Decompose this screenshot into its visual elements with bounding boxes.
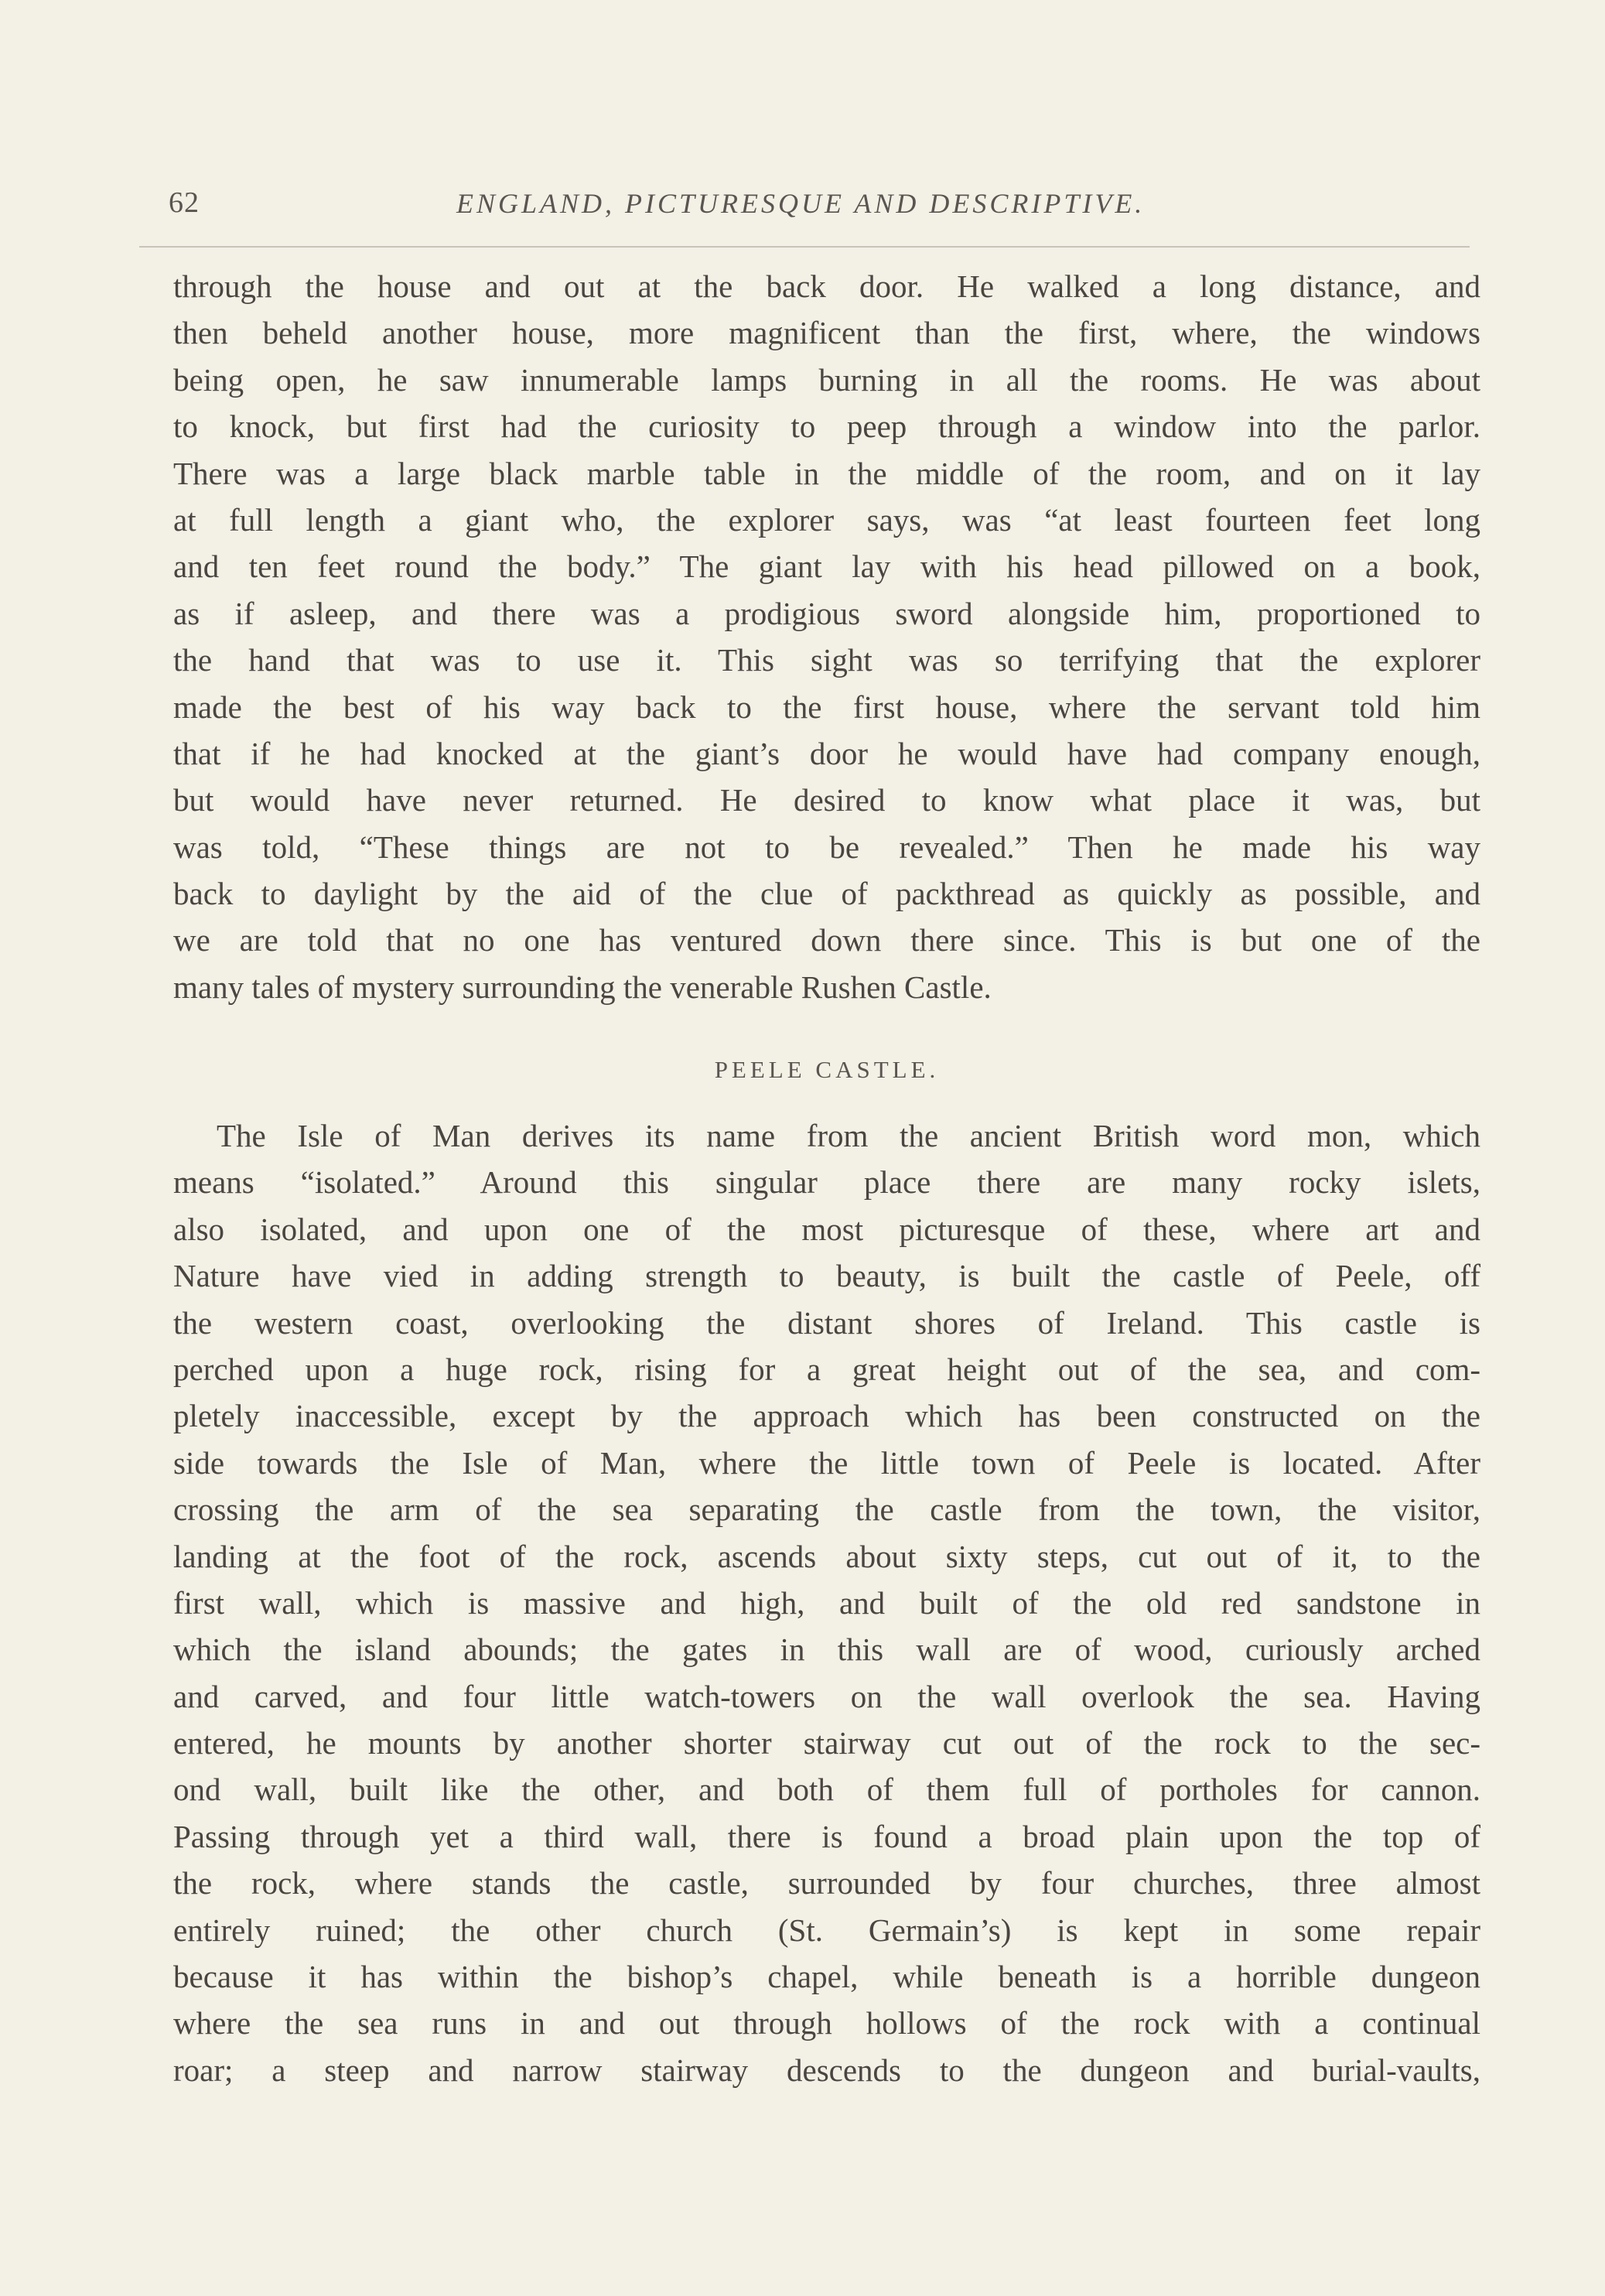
text-line: the western coast, overlooking the distant shores of Ireland. This castle is bbox=[173, 1304, 1480, 1341]
paragraph-rushen-castle bbox=[173, 263, 1480, 1010]
running-title: ENGLAND, PICTURESQUE AND DESCRIPTIVE. bbox=[456, 188, 1146, 219]
text-line: crossing the arm of the sea separating the castle from the town, the visitor, bbox=[173, 1491, 1480, 1528]
text-line: made the best of his way back to the first house, where the servant told him bbox=[173, 688, 1480, 725]
text-line: many tales of mystery surrounding the venerable Rushen Castle. bbox=[173, 969, 992, 1005]
text-line: then beheld another house, more magnificent than the first, where, the windows bbox=[173, 315, 1480, 351]
text-line: because it has within the bishop’s chapel, while beneath is a horrible dungeon bbox=[173, 1959, 1480, 1995]
text-line: being open, he saw innumerable lamps burning in all the rooms. He was about bbox=[173, 361, 1480, 398]
text-line: landing at the foot of the rock, ascends about sixty steps, cut out of it, to the bbox=[173, 1538, 1480, 1574]
header-rule bbox=[139, 246, 1470, 248]
text-line: which the island abounds; the gates in this wall are of wood, curiously arched bbox=[173, 1631, 1480, 1668]
running-head bbox=[169, 186, 1491, 240]
text-line: ond wall, built like the other, and both of them full of portholes for cannon. bbox=[173, 1772, 1480, 1808]
text-line: that if he had knocked at the giant’s door he would have had company enough, bbox=[173, 735, 1480, 771]
text-line: but would have never returned. He desired to know what place it was, but bbox=[173, 782, 1480, 818]
text-line: and carved, and four little watch-towers on the wall overlook the sea. Having bbox=[173, 1678, 1480, 1714]
text-line: through the house and out at the back door. He walked a long distance, and bbox=[173, 268, 1480, 304]
text-line: and ten feet round the body.” The giant lay with his head pillowed on a book, bbox=[173, 548, 1480, 585]
text-line: There was a large black marble table in the middle of the room, and on it lay bbox=[173, 455, 1480, 491]
text-line: to knock, but first had the curiosity to peep through a window into the parlor. bbox=[173, 408, 1480, 445]
text-line: The Isle of Man derives its name from the ancient British word mon, which bbox=[217, 1118, 1480, 1153]
text-line: at full length a giant who, the explorer says, was “at least fourteen feet long bbox=[173, 501, 1480, 538]
page-number: 62 bbox=[169, 186, 200, 219]
text-line: entirely ruined; the other church (St. Germain’s) is kept in some repair bbox=[173, 1912, 1480, 1948]
text-line: Passing through yet a third wall, there is found a broad plain upon the top of bbox=[173, 1818, 1480, 1854]
section-heading: PEELE CASTLE. bbox=[714, 1056, 940, 1083]
text-line: was told, “These things are not to be revealed.” Then he made his way bbox=[173, 829, 1480, 865]
paragraph-peele-castle bbox=[173, 1112, 1480, 2093]
text-line: first wall, which is massive and high, and built of the old red sandstone in bbox=[173, 1584, 1480, 1621]
text-line: back to daylight by the aid of the clue of packthread as quickly as possible, and bbox=[173, 876, 1480, 912]
text-line: Nature have vied in adding strength to beauty, is built the castle of Peele, off bbox=[173, 1258, 1480, 1294]
text-line: entered, he mounts by another shorter stairway cut out of the rock to the sec- bbox=[173, 1725, 1480, 1761]
text-line: pletely inaccessible, except by the approach which has been constructed on the bbox=[173, 1398, 1480, 1434]
text-line: we are told that no one has ventured down there since. This is but one of the bbox=[173, 922, 1480, 958]
text-line: where the sea runs in and out through hollows of the rock with a continual bbox=[173, 2005, 1480, 2041]
text-line: side towards the Isle of Man, where the little town of Peele is located. After bbox=[173, 1444, 1480, 1481]
text-line: also isolated, and upon one of the most picturesque of these, where art and bbox=[173, 1211, 1480, 1247]
text-line: roar; a steep and narrow stairway descends to the dungeon and burial-vaults, bbox=[173, 2052, 1480, 2088]
text-line: as if asleep, and there was a prodigious sword alongside him, proportioned to bbox=[173, 595, 1480, 631]
text-line: means “isolated.” Around this singular place there are many rocky islets, bbox=[173, 1164, 1480, 1201]
text-line: perched upon a huge rock, rising for a great height out of the sea, and com- bbox=[173, 1351, 1480, 1387]
text-line: the rock, where stands the castle, surrounded by four churches, three almost bbox=[173, 1865, 1480, 1901]
text-line: the hand that was to use it. This sight was so terrifying that the explorer bbox=[173, 642, 1480, 678]
